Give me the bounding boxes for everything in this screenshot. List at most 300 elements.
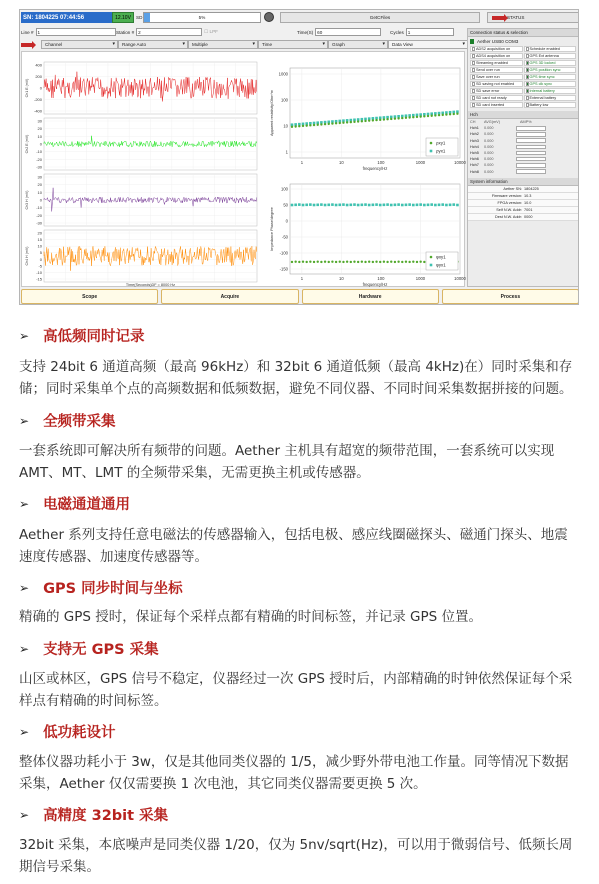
rho-xy-point [353, 121, 355, 123]
hch-value: 0.000 [484, 169, 494, 174]
sd-progress-text: 5% [198, 15, 206, 20]
phi-xy-point [305, 261, 307, 263]
phi-xy-point [357, 261, 359, 263]
rho-xy-point [386, 118, 388, 120]
phase-tick-label: 1000 [415, 276, 426, 281]
rho-xy-point [324, 123, 326, 125]
phi-xy-point [419, 261, 421, 263]
heading-text: 高精度 32bit 采集 [43, 808, 169, 824]
hch-value: 0.000 [484, 132, 494, 137]
section-heading-2 [19, 410, 116, 431]
scope-tick-label: 0 [39, 256, 42, 262]
flag-indicator-icon [472, 75, 475, 79]
resistivity-tick-label: 10000 [454, 160, 466, 165]
phi-xy-point [401, 261, 403, 263]
time-field-group [297, 27, 381, 37]
rho-xy-point [339, 122, 341, 124]
phi-yx-point [372, 204, 375, 207]
status-button[interactable] [487, 12, 579, 23]
hch-amp-bar [516, 132, 546, 137]
hch-header: Hch [468, 111, 578, 119]
phi-yx-point [397, 203, 400, 206]
resistivity-tick-label: 100 [377, 160, 385, 165]
phi-yx-point [419, 203, 422, 206]
phi-yx-point [316, 204, 319, 207]
line-label: Line # [21, 29, 34, 35]
scope-button[interactable]: Scope [21, 289, 158, 304]
rho-xy-point [364, 120, 366, 122]
phi-yx-point [320, 203, 323, 206]
hch-amp-bar [516, 163, 546, 168]
phi-xy-point [394, 261, 396, 263]
hch-amp-bar [516, 157, 546, 162]
legend-label: ρyx1 [436, 148, 446, 154]
heading-text: 低功耗设计 [43, 725, 116, 741]
flag-indicator-icon [526, 82, 529, 86]
phi-xy-point [339, 261, 341, 263]
cycles-label: Cycles [390, 29, 404, 35]
status-flag [470, 46, 523, 52]
phi-xy-point [372, 261, 374, 263]
scope-tick-label: -30 [36, 220, 42, 226]
heading-text: 全频带采集 [43, 414, 116, 430]
scope-tick-label: 20 [37, 182, 42, 188]
acquire-button[interactable]: Acquire [161, 289, 298, 304]
flag-indicator-icon [472, 47, 475, 51]
phi-xy-point [350, 261, 352, 263]
device-row[interactable] [468, 37, 578, 45]
heading-text: 支持无 GPS 采集 [43, 642, 159, 658]
scope-tick-label: -400 [33, 108, 42, 114]
phi-yx-point [342, 203, 345, 206]
phi-yx-point [302, 204, 305, 207]
scope-axis-label: Ch2 E (mV) [25, 134, 29, 154]
phase-tick-label: 0 [285, 218, 288, 224]
rho-xy-point [305, 124, 307, 126]
phi-xy-point [368, 261, 370, 263]
arrowhead-icon: ➢ [19, 807, 30, 822]
heading-text: 高低频同时记录 [43, 329, 145, 345]
phi-yx-point [452, 203, 455, 206]
rho-xy-point [405, 117, 407, 119]
status-flag [470, 102, 523, 108]
time-dropdown[interactable]: Time ▾ [258, 40, 328, 49]
phi-xy-point [379, 261, 381, 263]
data-view-tab[interactable]: Data View ▾ [388, 40, 468, 49]
hch-row [468, 169, 578, 175]
getc-files-button[interactable]: GetCFiles [280, 12, 480, 23]
rho-xy-point [342, 122, 344, 124]
status-flag [524, 67, 577, 73]
phase-tick-label: 10 [339, 276, 344, 281]
resistivity-tick-label: 10 [283, 123, 288, 129]
phi-xy-point [423, 261, 425, 263]
phi-yx-point [327, 204, 330, 207]
rho-xy-point [445, 113, 447, 115]
hch-col-ch: CH [470, 120, 476, 125]
phase-axis-label: Impedance Phase/degree [270, 207, 274, 251]
hch-value: 0.000 [484, 151, 494, 156]
phi-xy-point [294, 261, 296, 263]
plot-controls [21, 40, 468, 49]
hch-value: 0.000 [484, 126, 494, 131]
rho-xy-point [298, 125, 300, 127]
phi-xy-point [416, 261, 418, 263]
phase-tick-label: -50 [281, 234, 288, 240]
scope-tick-label: -10 [36, 149, 42, 155]
phi-yx-point [353, 203, 356, 206]
rho-xy-point [434, 114, 436, 116]
status-flag [470, 67, 523, 73]
scope-tick-label: -10 [36, 269, 42, 275]
hch-value: 0.000 [484, 138, 494, 143]
software-screenshot [19, 9, 579, 305]
flag-label: GPS 3D locked [529, 61, 556, 65]
phi-yx-point [324, 204, 327, 207]
bottom-nav [21, 289, 579, 304]
multiple-dropdown[interactable]: Multiple ▾ [188, 40, 258, 49]
flag-indicator-icon [472, 82, 475, 86]
sysinfo-key: Self N.W. Addr: [496, 207, 522, 212]
rho-xy-point [309, 124, 311, 126]
phi-yx-point [441, 203, 444, 206]
phi-xy-point [309, 261, 311, 263]
hch-value: 0.000 [484, 157, 494, 162]
phi-xy-point [320, 261, 322, 263]
flag-label: GPS position sync [529, 68, 561, 72]
phi-xy-point [383, 261, 385, 263]
phi-yx-point [291, 204, 294, 207]
phi-yx-point [383, 204, 386, 207]
flag-label: GPS time sync [529, 75, 555, 79]
phi-yx-point [386, 203, 389, 206]
rho-xy-point [379, 119, 381, 121]
rho-xy-point [350, 121, 352, 123]
rho-xy-point [449, 113, 451, 115]
hch-col-amp: AMP% [520, 120, 532, 125]
hch-name: Hch6 [470, 157, 479, 162]
section-body-2: 一套系统即可解决所有频带的问题。Aether 主机具有超宽的频带范围，一套系统可以实现 AMT、MT、LMT 的全频带采集，无需更换主机或传感器。 [19, 443, 555, 481]
flag-label: Streaming enabled [476, 61, 508, 65]
legend-marker [430, 264, 433, 267]
sysinfo-key: Dest N.W. Addr: [494, 214, 522, 219]
hch-value: 0.000 [484, 163, 494, 168]
flag-label: Save over run [476, 75, 500, 79]
rho-xy-point [320, 123, 322, 125]
rho-xy-point [427, 115, 429, 117]
rho-xy-point [438, 114, 440, 116]
rho-xy-point [390, 118, 392, 120]
voltage-badge: 12.10V [112, 12, 134, 23]
scope-tick-label: 10 [37, 189, 42, 195]
status-flag [470, 74, 523, 80]
rho-xy-point [328, 123, 330, 125]
sysinfo-value: 0000 [524, 214, 533, 219]
plots-svg [22, 52, 466, 288]
phi-yx-point [412, 204, 415, 207]
scope-tick-label: -20 [36, 212, 42, 218]
scope-tick-label: 30 [37, 174, 42, 180]
phi-xy-point [313, 261, 315, 263]
phi-yx-point [357, 204, 360, 207]
phi-xy-point [298, 261, 300, 263]
device-indicator-icon [470, 39, 474, 44]
phi-xy-point [346, 261, 348, 263]
channel-dropdown[interactable]: Channel ▾ [41, 40, 118, 49]
phase-tick-label: -150 [279, 266, 288, 272]
phi-yx-point [456, 204, 459, 207]
rho-xy-point [361, 120, 363, 122]
flag-indicator-icon [526, 47, 529, 51]
status-flag [524, 81, 577, 87]
scope-tick-label: -5 [38, 263, 42, 269]
resistivity-tick-label: 10 [339, 160, 344, 165]
section-body-1: 支持 24bit 6 通道高频（最高 96kHz）和 32bit 6 通道低频（最高 4kHz)在）同时采集和存储；同时采集单个点的高频数据和低频数据，避免不同仪器、不同时间采集数据拼接的问题。 [19, 359, 573, 397]
phi-yx-point [445, 204, 448, 207]
phi-yx-point [434, 204, 437, 207]
legend-marker [430, 150, 433, 153]
status-panel [467, 28, 579, 287]
flag-label: GPS clk sync [529, 82, 553, 86]
rho-xy-point [346, 121, 348, 123]
flag-indicator-icon [472, 54, 475, 58]
hardware-button[interactable]: Hardware [302, 289, 439, 304]
phase-tick-label: 50 [283, 202, 288, 208]
rho-xy-point [419, 115, 421, 117]
flag-label: ADS4 acquisition on [476, 54, 511, 58]
section-heading-1 [19, 325, 145, 346]
connection-header: Connection status & selection [468, 29, 578, 37]
time-label: Time(S) [297, 29, 314, 35]
sysinfo-row [468, 193, 578, 200]
resistivity-tick-label: 100 [281, 97, 288, 103]
rho-xy-point [394, 117, 396, 119]
scope-tick-label: -15 [36, 276, 42, 282]
hch-col-avg: AVG(mV) [484, 120, 500, 125]
phi-xy-point [375, 261, 377, 263]
flag-label: SD card inserted [476, 103, 505, 107]
phi-xy-point [302, 261, 304, 263]
arrowhead-icon: ➢ [19, 724, 30, 739]
flag-label: ADS2 acquisition on [476, 47, 511, 51]
section-heading-7 [19, 804, 168, 825]
scope-tick-label: -30 [36, 164, 42, 170]
arrow-right-icon [492, 16, 504, 20]
flag-indicator-icon [472, 89, 475, 93]
phase-tick-label: -100 [279, 250, 288, 256]
sn-time-display: SN: 1804225 07:44:56 [21, 12, 117, 23]
phi-xy-point [342, 261, 344, 263]
cycles-input[interactable]: 1 [406, 28, 454, 36]
hch-rows [468, 125, 578, 175]
rho-xy-point [331, 122, 333, 124]
process-button[interactable]: Process [442, 289, 579, 304]
plots-area [21, 51, 465, 287]
scope-axis-label: Ch4 H (mV) [25, 246, 29, 266]
rho-xy-point [456, 113, 458, 115]
phi-xy-point [405, 261, 407, 263]
scope-tick-label: 30 [37, 118, 42, 124]
line-field-group [21, 27, 116, 37]
scope-tick-label: 20 [37, 126, 42, 132]
channel-arrow [21, 43, 35, 47]
sysinfo-row [468, 207, 578, 214]
scope-tick-label: -10 [36, 205, 42, 211]
legend-marker [430, 142, 433, 145]
phi-xy-point [331, 261, 333, 263]
resistivity-tick-label: 1000 [415, 160, 426, 165]
flag-indicator-icon [526, 89, 529, 93]
resistivity-tick-label: 1 [300, 160, 304, 165]
heading-text: GPS 同步时间与坐标 [43, 581, 183, 597]
status-flags [468, 45, 578, 109]
rho-xy-point [372, 119, 374, 121]
phi-xy-point [353, 261, 355, 263]
hch-name: Hch5 [470, 151, 479, 156]
station-input[interactable]: 2 [136, 28, 202, 36]
rho-xy-point [383, 118, 385, 120]
flag-indicator-icon [526, 103, 529, 107]
arrowhead-icon: ➢ [19, 580, 30, 595]
phi-yx-point [294, 204, 297, 207]
rho-xy-point [408, 116, 410, 118]
phi-yx-point [364, 203, 367, 206]
section-body-6: 整体仪器功耗小于 3w，仅是其他同类仪器的 1/5，减少野外带电池工作量。同等情况下数据采集，Aether 仅仅需要换 1 次电池，其它同类仪器需要更换 5 次。 [19, 754, 569, 792]
phase-xlabel: frequency/Hz [362, 282, 388, 287]
phi-yx-point [449, 204, 452, 207]
status-flag [524, 74, 577, 80]
phase-tick-label: 100 [281, 186, 288, 192]
phi-yx-point [416, 204, 419, 207]
hch-amp-bar [516, 138, 546, 143]
phi-yx-point [298, 203, 301, 206]
phi-yx-point [305, 204, 308, 207]
scope-tick-label: 10 [37, 243, 42, 249]
status-flag [470, 95, 523, 101]
phi-xy-point [328, 261, 330, 263]
phi-yx-point [335, 204, 338, 207]
hch-name: Hch7 [470, 163, 479, 168]
record-indicator[interactable] [264, 12, 274, 22]
flag-indicator-icon [526, 75, 529, 79]
arrowhead-icon: ➢ [19, 496, 30, 511]
hch-amp-bar [516, 126, 546, 131]
resistivity-tick-label: 1000 [278, 71, 288, 77]
arrow-right-icon [21, 43, 32, 47]
phi-xy-point [390, 261, 392, 263]
sysinfo-header: System information [468, 178, 578, 186]
sysinfo-value: 1804225 [524, 186, 539, 191]
status-flag [470, 88, 523, 94]
phi-yx-point [368, 204, 371, 207]
sysinfo-row [468, 186, 578, 193]
lpf-label: ☐ LPF [204, 29, 218, 34]
phi-yx-point [361, 204, 364, 207]
scope-tick-label: 15 [37, 237, 42, 243]
flag-indicator-icon [472, 68, 475, 72]
scope-tick-label: 0 [39, 85, 42, 91]
station-field-group [116, 27, 218, 37]
phi-yx-point [338, 204, 341, 207]
hch-amp-bar [516, 169, 546, 174]
rho-xy-point [397, 117, 399, 119]
cycles-field-group [390, 27, 454, 37]
section-heading-4 [19, 577, 183, 598]
rho-xy-point [453, 113, 455, 115]
section-heading-3 [19, 493, 130, 514]
hch-name: Hch8 [470, 169, 479, 174]
rho-xy-point [401, 117, 403, 119]
flag-label: Send over run [476, 68, 500, 72]
status-flag [470, 53, 523, 59]
range-dropdown[interactable]: Range Auto ▾ [118, 40, 188, 49]
scope-tick-label: -20 [36, 156, 42, 162]
phi-xy-point [335, 261, 337, 263]
phi-yx-point [390, 204, 393, 207]
line-input[interactable]: 1 [36, 28, 116, 36]
phase-tick-label: 1 [300, 276, 304, 281]
scope-tick-label: -200 [33, 97, 42, 102]
flag-indicator-icon [472, 103, 475, 107]
time-input[interactable]: 60 [315, 28, 381, 36]
flag-indicator-icon [526, 68, 529, 72]
phi-yx-point [346, 204, 349, 207]
hch-amp-bar [516, 145, 546, 150]
phi-yx-point [350, 204, 353, 207]
status-flag [524, 60, 577, 66]
status-flag [524, 95, 577, 101]
arrowhead-icon: ➢ [19, 328, 30, 343]
section-heading-5 [19, 638, 159, 659]
section-body-4: 精确的 GPS 授时，保证每个采样点都有精确的时间标签，并记录 GPS 位置。 [19, 609, 483, 625]
phi-yx-point [438, 204, 441, 207]
phi-xy-point [386, 261, 388, 263]
hch-name: Hch1 [470, 126, 479, 131]
graph-dropdown[interactable]: Graph ▾ [328, 40, 388, 49]
phi-xy-point [291, 261, 293, 263]
rho-xy-point [317, 124, 319, 126]
scope-tick-label: 20 [37, 230, 42, 236]
rho-xy-point [294, 125, 296, 127]
sysinfo-key: FPGA version: [497, 200, 522, 205]
flag-label: GPS Ext antenna [529, 54, 559, 58]
phase-tick-label: 100 [377, 276, 385, 281]
sysinfo-rows [468, 186, 578, 221]
flag-indicator-icon [472, 96, 475, 100]
status-flag [470, 81, 523, 87]
phi-yx-point [309, 203, 312, 206]
hch-name: Hch2 [470, 132, 479, 137]
rho-xy-point [302, 125, 304, 127]
phi-yx-point [427, 204, 430, 207]
phi-yx-point [423, 204, 426, 207]
section-body-3: Aether 系列支持任意电磁法的传感器输入，包括电极、感应线圈磁探头、磁通门探头、地震速度传感器、加速度传感器等。 [19, 527, 568, 565]
rho-xy-point [368, 119, 370, 121]
phi-yx-point [408, 203, 411, 206]
phi-yx-point [405, 204, 408, 207]
phi-yx-point [401, 204, 404, 207]
status-flag [470, 60, 523, 66]
flag-label: SD saving not enabled [476, 82, 515, 86]
legend-marker [430, 256, 433, 259]
sd-label: SD [136, 15, 143, 20]
rho-xy-point [416, 116, 418, 118]
status-flag [524, 53, 577, 59]
rho-xy-point [442, 114, 444, 116]
sysinfo-value: 7001 [524, 207, 533, 212]
scope-tick-label: 10 [37, 133, 42, 139]
legend-label: φxy1 [436, 254, 446, 260]
